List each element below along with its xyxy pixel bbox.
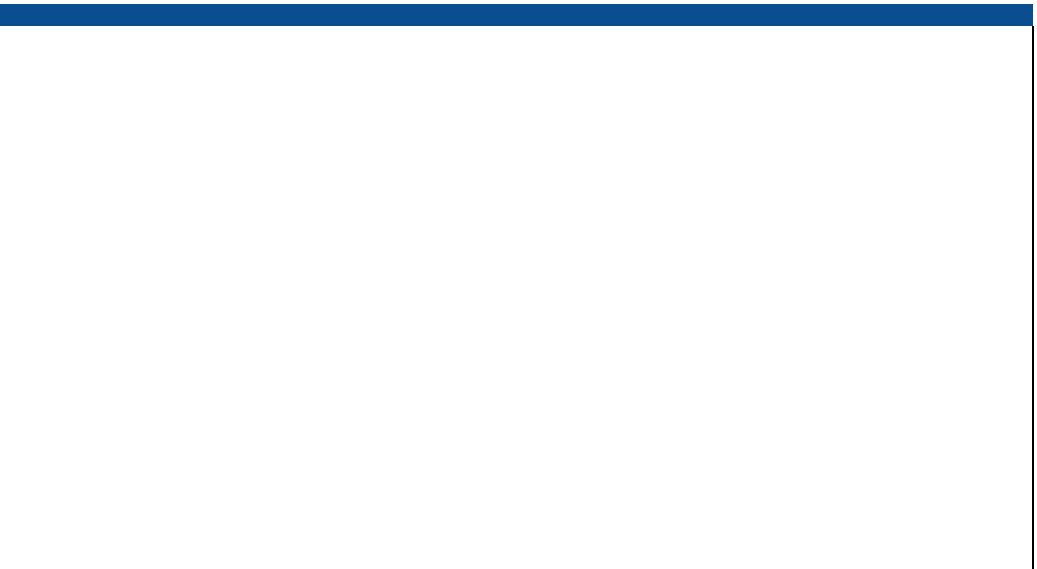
month-title[interactable] — [0, 4, 1033, 26]
sheet-right-edge — [1032, 26, 1034, 569]
